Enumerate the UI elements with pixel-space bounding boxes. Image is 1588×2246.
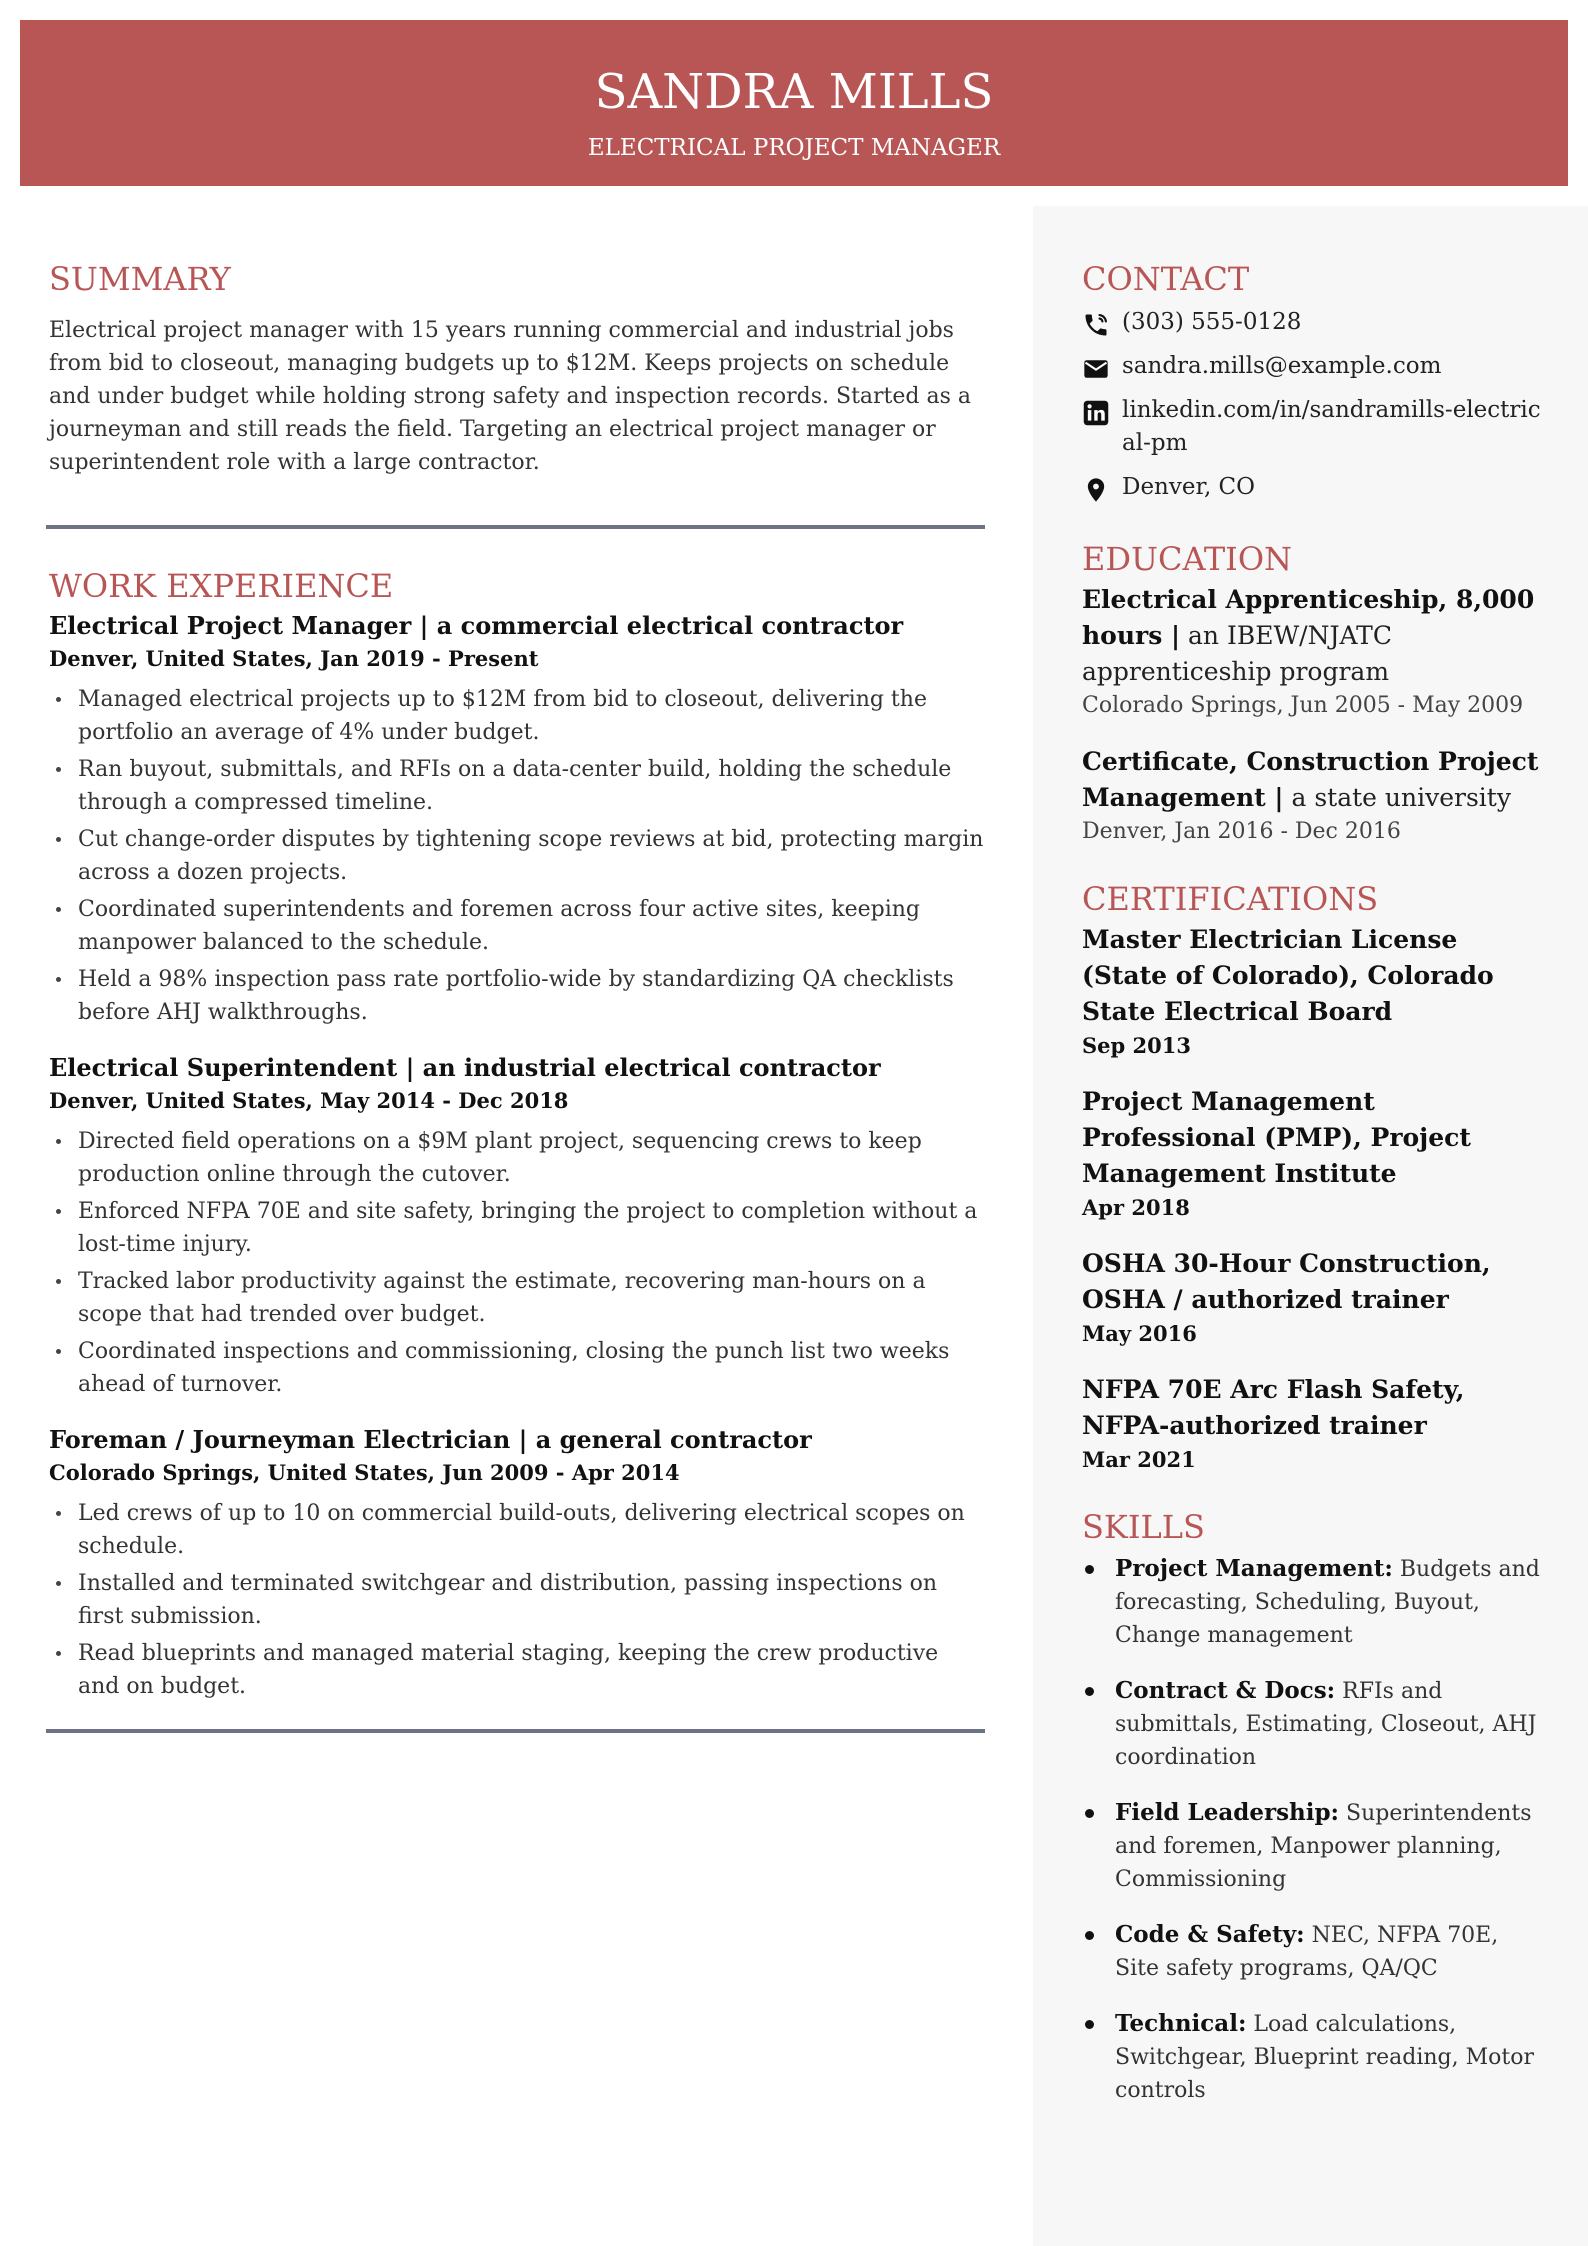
skill-item	[1082, 2007, 1548, 2107]
skill-item	[1082, 1796, 1548, 1896]
bullet-text: Held a 98% inspection pass rate portfolio-wide by standardizing QA checklists before AHJ walkthroughs.	[78, 967, 954, 1025]
skill-list-text: Load calculations, Switchgear, Blueprint reading, Motor controls	[1115, 2012, 1534, 2103]
job-entry	[49, 1423, 985, 1703]
skills-list	[1082, 1552, 1548, 2107]
certification-date: Sep 2013	[1082, 1033, 1191, 1058]
phone-text: (303) 555-0128	[1122, 309, 1302, 335]
job-list	[49, 609, 985, 1703]
bullet-text: Directed field operations on a $9M plant project, sequencing crews to keep production online through the cutover.	[78, 1129, 922, 1187]
job-bullet	[49, 1567, 985, 1633]
phone-icon	[1082, 311, 1110, 339]
candidate-name: SANDRA MILLS	[594, 64, 994, 120]
certification-title: Master Electrician License (State of Colorado), Colorado State Electrical Board	[1082, 925, 1494, 1026]
bullet-text: Ran buyout, submittals, and RFIs on a data-center build, holding the schedule through a compressed timeline.	[78, 757, 952, 815]
bullet-dot	[1085, 1809, 1094, 1818]
job-bullet	[49, 683, 985, 749]
job-title: Electrical Project Manager | a commercial electrical contractor	[49, 611, 904, 640]
skill-category: Technical:	[1115, 2010, 1247, 2037]
summary-text: Electrical project manager with 15 years running commercial and industrial jobs from bid to closeout, managing budgets up to $12M. Keeps projects on schedule and under budget while holding strong safety and inspection records. Started as a journeyman and still reads the field. Targeting an electrical project manager or superintendent role with a large contractor.	[49, 318, 971, 475]
bullet-dot	[56, 1139, 61, 1144]
job-location-dates: Denver, United States, Jan 2019 - Present	[49, 646, 539, 671]
bullet-text: Coordinated superintendents and foremen across four active sites, keeping manpower balanced to the schedule.	[78, 897, 921, 955]
education-school: an IBEW/NJATC apprenticeship program	[1082, 621, 1392, 686]
bullet-text: Managed electrical projects up to $12M from bid to closeout, delivering the portfolio an average of 4% under budget.	[78, 687, 927, 745]
resume-header	[20, 20, 1568, 186]
bullet-text: Installed and terminated switchgear and distribution, passing inspections on first submission.	[78, 1571, 938, 1629]
linkedin-text: linkedin.com/in/sandramills-electrical-pm	[1122, 397, 1541, 456]
education-entry	[1082, 582, 1548, 722]
location-text: Denver, CO	[1122, 474, 1256, 500]
skill-item	[1082, 1674, 1548, 1774]
job-bullet	[49, 823, 985, 889]
skill-item	[1082, 1918, 1548, 1985]
job-bullets	[49, 683, 985, 1029]
job-location-dates: Colorado Springs, United States, Jun 2009 - Apr 2014	[49, 1460, 680, 1485]
bullet-text: Cut change-order disputes by tightening scope reviews at bid, protecting margin across a dozen projects.	[78, 827, 984, 885]
certification-title: NFPA 70E Arc Flash Safety, NFPA-authorized trainer	[1082, 1375, 1465, 1440]
education-title	[1082, 582, 1548, 690]
bullet-dot	[56, 1209, 61, 1214]
skill-category: Code & Safety:	[1115, 1921, 1305, 1948]
work-experience-section	[49, 565, 985, 1703]
job-bullet	[49, 963, 985, 1029]
bullet-dot	[56, 837, 61, 842]
location-pin-icon	[1082, 476, 1110, 504]
job-location-dates: Denver, United States, May 2014 - Dec 2018	[49, 1088, 569, 1113]
certification-title: OSHA 30-Hour Construction, OSHA / authorized trainer	[1082, 1249, 1491, 1314]
bullet-dot	[1085, 2020, 1094, 2029]
job-title: Electrical Superintendent | an industrial electrical contractor	[49, 1053, 881, 1082]
certification-date: Apr 2018	[1082, 1195, 1190, 1220]
section-divider	[46, 525, 985, 529]
certifications-list	[1082, 922, 1548, 1476]
bullet-dot	[56, 767, 61, 772]
bullet-text: Read blueprints and managed material staging, keeping the crew productive and on budget.	[78, 1641, 939, 1699]
job-bullet	[49, 1125, 985, 1191]
skill-list-text: RFIs and submittals, Estimating, Closeout, AHJ coordination	[1115, 1679, 1537, 1770]
bullet-dot	[56, 1511, 61, 1516]
certifications-heading: CERTIFICATIONS	[1082, 880, 1379, 918]
contact-section	[1082, 258, 1548, 504]
job-bullets	[49, 1497, 985, 1703]
email-icon	[1082, 355, 1110, 383]
bullet-dot	[56, 1651, 61, 1656]
certification-entry	[1082, 1084, 1548, 1224]
summary-heading: SUMMARY	[49, 260, 231, 298]
side-column	[1082, 258, 1548, 2129]
job-bullet	[49, 1335, 985, 1401]
education-section	[1082, 538, 1548, 848]
bullet-dot	[56, 907, 61, 912]
candidate-title: ELECTRICAL PROJECT MANAGER	[587, 135, 1001, 161]
bullet-dot	[1085, 1687, 1094, 1696]
job-bullet	[49, 1637, 985, 1703]
skill-list-text: Superintendents and foremen, Manpower planning, Commissioning	[1115, 1801, 1532, 1892]
contact-email[interactable]	[1082, 350, 1548, 383]
summary-section	[49, 258, 985, 479]
certification-entry	[1082, 1246, 1548, 1350]
bullet-dot	[56, 977, 61, 982]
education-title	[1082, 744, 1548, 816]
job-bullet	[49, 1195, 985, 1261]
certification-date: May 2016	[1082, 1321, 1197, 1346]
certifications-section	[1082, 878, 1548, 1476]
bullet-dot	[1085, 1931, 1094, 1940]
education-entry	[1082, 744, 1548, 848]
work-experience-heading: WORK EXPERIENCE	[49, 567, 394, 605]
skills-heading: SKILLS	[1082, 1508, 1205, 1546]
bullet-dot	[56, 1581, 61, 1586]
skill-category: Field Leadership:	[1115, 1799, 1340, 1826]
bullet-dot	[1085, 1565, 1094, 1574]
job-bullet	[49, 1265, 985, 1331]
contact-linkedin[interactable]	[1082, 394, 1548, 460]
bullet-text: Tracked labor productivity against the estimate, recovering man-hours on a scope that had trended over budget.	[78, 1269, 926, 1327]
main-column	[49, 258, 985, 1733]
job-bullet	[49, 753, 985, 819]
linkedin-icon	[1082, 399, 1110, 427]
skill-list-text: NEC, NFPA 70E, Site safety programs, QA/QC	[1115, 1923, 1499, 1981]
bullet-dot	[56, 1279, 61, 1284]
education-location-dates: Denver, Jan 2016 - Dec 2016	[1082, 819, 1401, 844]
skill-item	[1082, 1552, 1548, 1652]
bullet-text: Coordinated inspections and commissioning, closing the punch list two weeks ahead of turnover.	[78, 1339, 950, 1397]
section-divider	[46, 1729, 985, 1733]
contact-phone[interactable]	[1082, 306, 1548, 339]
job-bullet	[49, 1497, 985, 1563]
certification-date: Mar 2021	[1082, 1447, 1196, 1472]
education-school: a state university	[1283, 783, 1511, 812]
skills-section	[1082, 1506, 1548, 2107]
education-degree: Certificate, Construction Project Management |	[1082, 747, 1539, 812]
skill-list-text: Budgets and forecasting, Scheduling, Buyout, Change management	[1115, 1557, 1540, 1648]
job-title: Foreman / Journeyman Electrician | a general contractor	[49, 1425, 812, 1454]
skill-category: Contract & Docs:	[1115, 1677, 1336, 1704]
bullet-text: Enforced NFPA 70E and site safety, bringing the project to completion without a lost-time injury.	[78, 1199, 978, 1257]
skill-category: Project Management:	[1115, 1555, 1393, 1582]
job-bullet	[49, 893, 985, 959]
bullet-text: Led crews of up to 10 on commercial build-outs, delivering electrical scopes on schedule.	[78, 1501, 965, 1559]
education-degree: Electrical Apprenticeship, 8,000 hours |	[1082, 585, 1535, 650]
email-text: sandra.mills@example.com	[1122, 353, 1442, 379]
bullet-dot	[56, 1349, 61, 1354]
job-bullets	[49, 1125, 985, 1401]
bullet-dot	[56, 697, 61, 702]
job-entry	[49, 609, 985, 1029]
contact-location	[1082, 471, 1548, 504]
education-heading: EDUCATION	[1082, 540, 1293, 578]
education-location-dates: Colorado Springs, Jun 2005 - May 2009	[1082, 693, 1524, 718]
certification-entry	[1082, 1372, 1548, 1476]
education-list	[1082, 582, 1548, 848]
job-entry	[49, 1051, 985, 1401]
certification-title: Project Management Professional (PMP), Project Management Institute	[1082, 1087, 1471, 1188]
certification-entry	[1082, 922, 1548, 1062]
contact-heading: CONTACT	[1082, 260, 1250, 298]
